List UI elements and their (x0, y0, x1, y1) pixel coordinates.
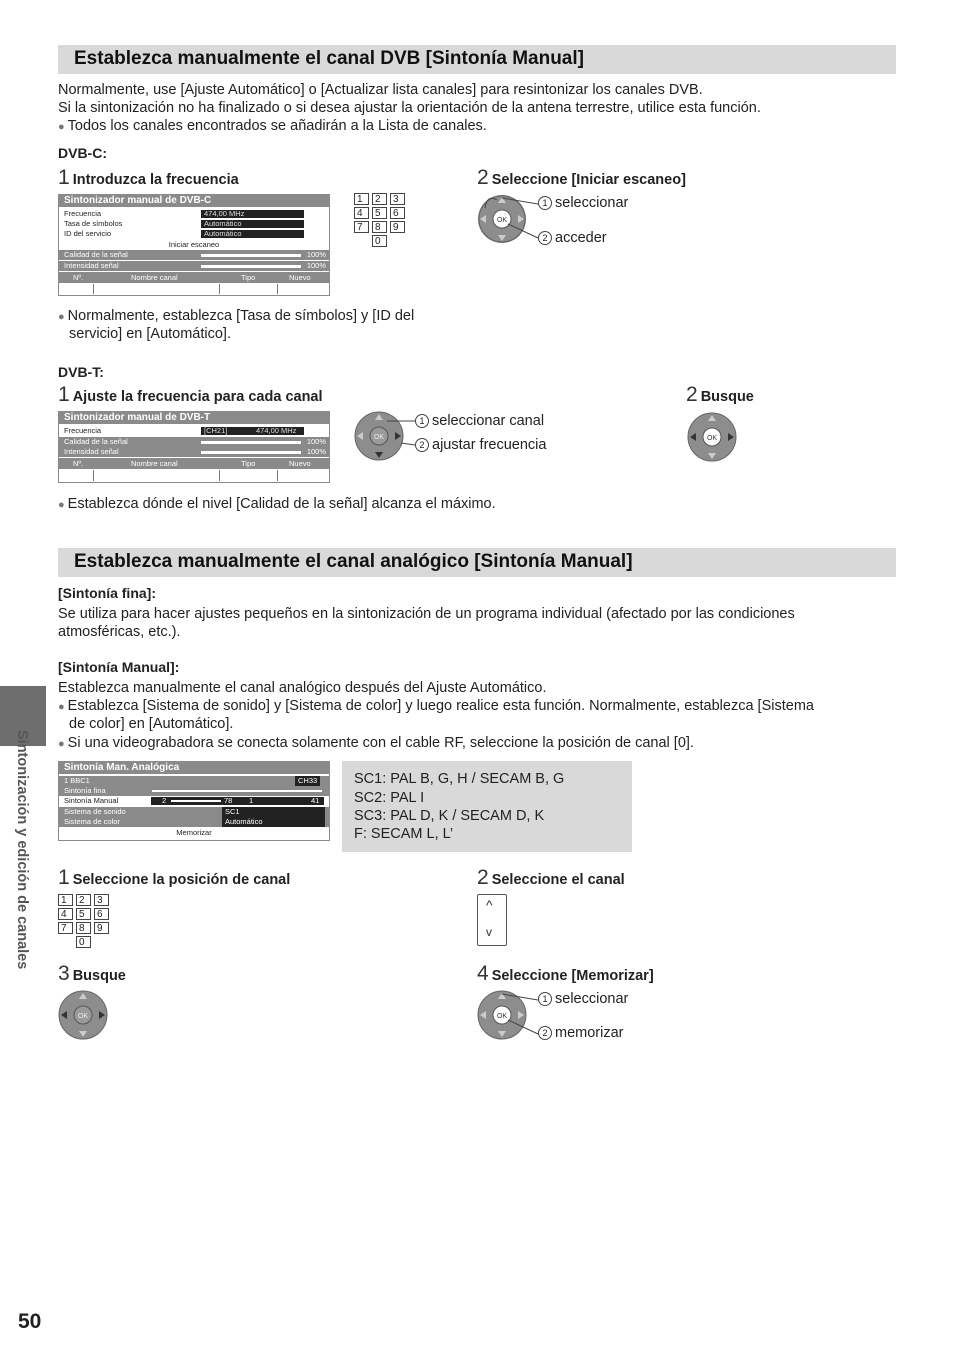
row-fine-tuning: Sintonía fina (59, 786, 329, 796)
dvbc-screen (58, 194, 330, 296)
start-scan-button[interactable]: Iniciar escaneo (168, 240, 220, 249)
section-title: Establezca manualmente el canal DVB [Sintonía Manual] (74, 48, 584, 69)
dvbc-note-1: ● Normalmente, establezca [Tasa de símbolos] y [ID del (58, 308, 415, 324)
dvbc-step-1: 1 Introduzca la frecuencia (58, 166, 239, 189)
analog-step-1: 1 Seleccione la posición de canal (58, 866, 291, 889)
channel-up-down-button[interactable] (477, 894, 507, 946)
manual-tuning-label: [Sintonía Manual]: (58, 659, 180, 675)
label-access: 2 acceder (538, 230, 607, 246)
signal-quality-row: Calidad de la señal 100% (59, 250, 329, 260)
fine-tuning-text-2: atmosféricas, etc.). (58, 624, 181, 640)
dvbc-note-2: servicio] en [Automático]. (69, 326, 231, 342)
channel-list-header: Nº. Nombre canal Tipo Nuevo (59, 458, 329, 469)
channel-list-header: Nº. Nombre canal Tipo Nuevo (59, 272, 329, 283)
analog-step-2: 2 Seleccione el canal (477, 866, 625, 889)
section-header-dvb (58, 45, 896, 74)
chevron-down-icon: v (486, 925, 492, 939)
row-service-id: ID del servicio (64, 229, 112, 238)
pointer-lines (500, 992, 540, 1040)
page-number: 50 (18, 1310, 42, 1333)
memorize-button[interactable]: Memorizar (176, 828, 212, 837)
screen-title: Sintonía Man. Analógica (59, 762, 329, 774)
dvbc-step-2: 2 Seleccione [Iniciar escaneo] (477, 166, 686, 189)
value-frequency: 474,00 MHz (201, 210, 304, 218)
manual-text-4: ● Si una videograbadora se conecta solamente con el cable RF, seleccione la posición de canal [0]. (58, 735, 694, 751)
value-service-id: Automático (201, 230, 304, 238)
dvbt-step-2: 2 Busque (686, 383, 754, 406)
screen-title: Sintonizador manual de DVB-C (59, 195, 329, 207)
dvbt-label: DVB-T: (58, 364, 104, 380)
dvbt-screen (58, 411, 330, 483)
bullet-icon: ● (58, 701, 65, 713)
analog-screen (58, 761, 330, 841)
intro-line-3: ● Todos los canales encontrados se añadirán a la Lista de canales. (58, 118, 487, 134)
dvbc-label: DVB-C: (58, 145, 107, 161)
manual-text-3: de color] en [Automático]. (69, 716, 234, 732)
bullet-icon: ● (58, 738, 65, 750)
value-frequency: [CH21] 474,00 MHz (201, 427, 304, 435)
row-channel: 1 BBC1 CH33 (59, 776, 329, 786)
row-frequency: Frecuencia (64, 209, 102, 218)
svg-text:OK: OK (496, 217, 508, 224)
row-color-system: Sistema de color Automático (59, 817, 329, 827)
dvbt-step-1: 1 Ajuste la frecuencia para cada canal (58, 383, 323, 406)
svg-text:OK: OK (77, 1013, 89, 1020)
row-manual-tuning: Sintonía Manual 2 78 1 41 (59, 796, 329, 806)
svg-text:OK: OK (706, 435, 718, 442)
fine-tuning-text-1: Se utiliza para hacer ajustes pequeños en la sintonización de un programa individual (afectado por las condiciones (58, 606, 795, 622)
label-select-channel: 1 seleccionar canal (415, 413, 544, 429)
label-select: 1 seleccionar (538, 195, 628, 211)
bullet-icon: ● (58, 121, 65, 133)
svg-text:OK: OK (496, 1013, 508, 1020)
label-select: 1 seleccionar (538, 991, 628, 1007)
value-symbol-rate: Automático (201, 220, 304, 228)
row-sound-system: Sistema de sonido SC1 (59, 807, 329, 817)
analog-step-4: 4 Seleccione [Memorizar] (477, 962, 654, 985)
chevron-up-icon: ^ (486, 897, 493, 913)
row-frequency: Frecuencia (64, 426, 102, 435)
bullet-icon: ● (58, 311, 65, 323)
row-symbol-rate: Tasa de símbolos (64, 219, 123, 228)
ok-cursor-pad[interactable] (687, 412, 737, 462)
analog-step-3: 3 Busque (58, 962, 126, 985)
bullet-icon: ● (58, 499, 65, 511)
manual-text-1: Establezca manualmente el canal analógico después del Ajuste Automático. (58, 680, 547, 696)
svg-text:OK: OK (373, 434, 385, 441)
signal-strength-row: Intensidad señal 100% (59, 447, 329, 457)
pointer-lines (500, 196, 540, 244)
intro-line-2: Si la sintonización no ha finalizado o si desea ajustar la orientación de la antena terrestre, utilice esta función. (58, 100, 761, 116)
intro-line-1: Normalmente, use [Ajuste Automático] o [Actualizar lista canales] para resintonizar los canales DVB. (58, 82, 703, 98)
section-title: Establezca manualmente el canal analógico [Sintonía Manual] (74, 551, 633, 572)
signal-quality-row: Calidad de la señal 100% (59, 437, 329, 447)
color-system-box: SC1: PAL B, G, H / SECAM B, G SC2: PAL I SC3: PAL D, K / SECAM D, K F: SECAM L, L’ (342, 761, 632, 852)
pointer-lines (385, 413, 417, 453)
ok-cursor-pad[interactable] (58, 990, 108, 1040)
side-tab-label: Sintonización y edición de canales (14, 730, 30, 970)
section-header-analog (58, 548, 896, 577)
signal-strength-row: Intensidad señal 100% (59, 261, 329, 271)
dvbt-note: ● Establezca dónde el nivel [Calidad de la señal] alcanza el máximo. (58, 496, 496, 512)
manual-text-2: ● Establezca [Sistema de sonido] y [Sistema de color] y luego realice esta función. Normalmente, establezca [Sistema (58, 698, 814, 714)
label-adjust-frequency: 2 ajustar frecuencia (415, 437, 546, 453)
fine-tuning-label: [Sintonía fina]: (58, 585, 156, 601)
screen-title: Sintonizador manual de DVB-T (59, 412, 329, 424)
label-memorize: 2 memorizar (538, 1025, 623, 1041)
